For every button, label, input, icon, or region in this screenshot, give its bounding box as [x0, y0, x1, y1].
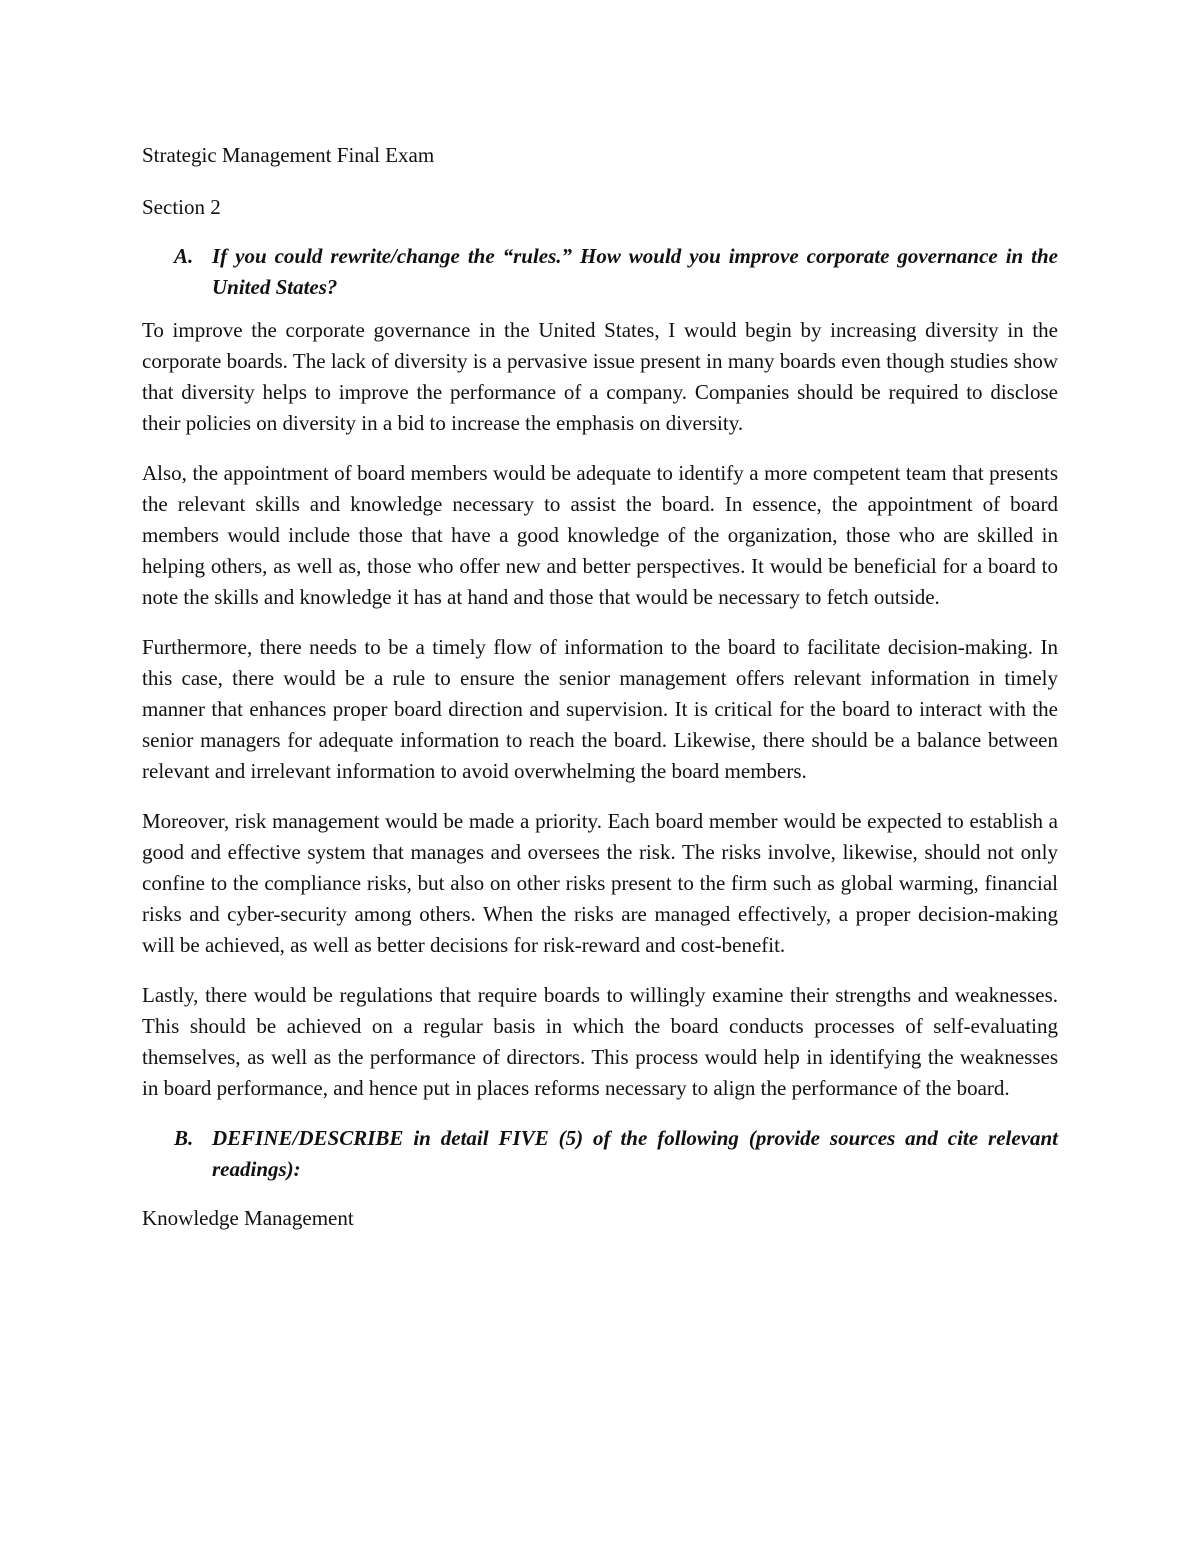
question-b-text: DEFINE/DESCRIBE in detail FIVE (5) of the following (provide sources and cite relevant readings):	[212, 1126, 1058, 1181]
answer-paragraph-1: To improve the corporate governance in the United States, I would begin by increasing diversity in the corporate boards. The lack of diversity is a pervasive issue present in many boards even though studies show that diversity helps to improve the performance of a company. Companies should be required to disclose their policies on diversity in a bid to increase the emphasis on diversity.	[142, 318, 1058, 435]
document-page	[142, 140, 1058, 1234]
question-a	[174, 241, 1058, 303]
question-b-marker: B.	[174, 1126, 194, 1150]
question-a-marker: A.	[174, 244, 194, 268]
document-title: Strategic Management Final Exam	[142, 143, 435, 167]
answer-paragraph-3: Furthermore, there needs to be a timely flow of information to the board to facilitate decision-making. In this case, there would be a rule to ensure the senior management offers relevant information in timely manner that enhances proper board direction and supervision. It is critical for the board to interact with the senior managers for adequate information to reach the board. Likewise, there should be a balance between relevant and irrelevant information to avoid overwhelming the board members.	[142, 635, 1058, 783]
section-label: Section 2	[142, 195, 221, 219]
question-a-text: If you could rewrite/change the “rules.” How would you improve corporate governance in the United States?	[212, 244, 1058, 299]
answer-paragraph-2: Also, the appointment of board members would be adequate to identify a more competent team that presents the relevant skills and knowledge necessary to assist the board. In essence, the appointment of board members would include those that have a good knowledge of the organization, those who are skilled in helping others, as well as, those who offer new and better perspectives. It would be beneficial for a board to note the skills and knowledge it has at hand and those that would be necessary to fetch outside.	[142, 461, 1058, 609]
question-b	[174, 1123, 1058, 1185]
answer-paragraph-5: Lastly, there would be regulations that require boards to willingly examine their strengths and weaknesses. This should be achieved on a regular basis in which the board conducts processes of self-evaluating themselves, as well as the performance of directors. This process would help in identifying the weaknesses in board performance, and hence put in places reforms necessary to align the performance of the board.	[142, 983, 1058, 1100]
subheading-knowledge-management: Knowledge Management	[142, 1206, 354, 1230]
answer-paragraph-4: Moreover, risk management would be made a priority. Each board member would be expected to establish a good and effective system that manages and oversees the risk. The risks involve, likewise, should not only confine to the compliance risks, but also on other risks present to the firm such as global warming, financial risks and cyber-security among others. When the risks are managed effectively, a proper decision-making will be achieved, as well as better decisions for risk-reward and cost-benefit.	[142, 809, 1058, 957]
